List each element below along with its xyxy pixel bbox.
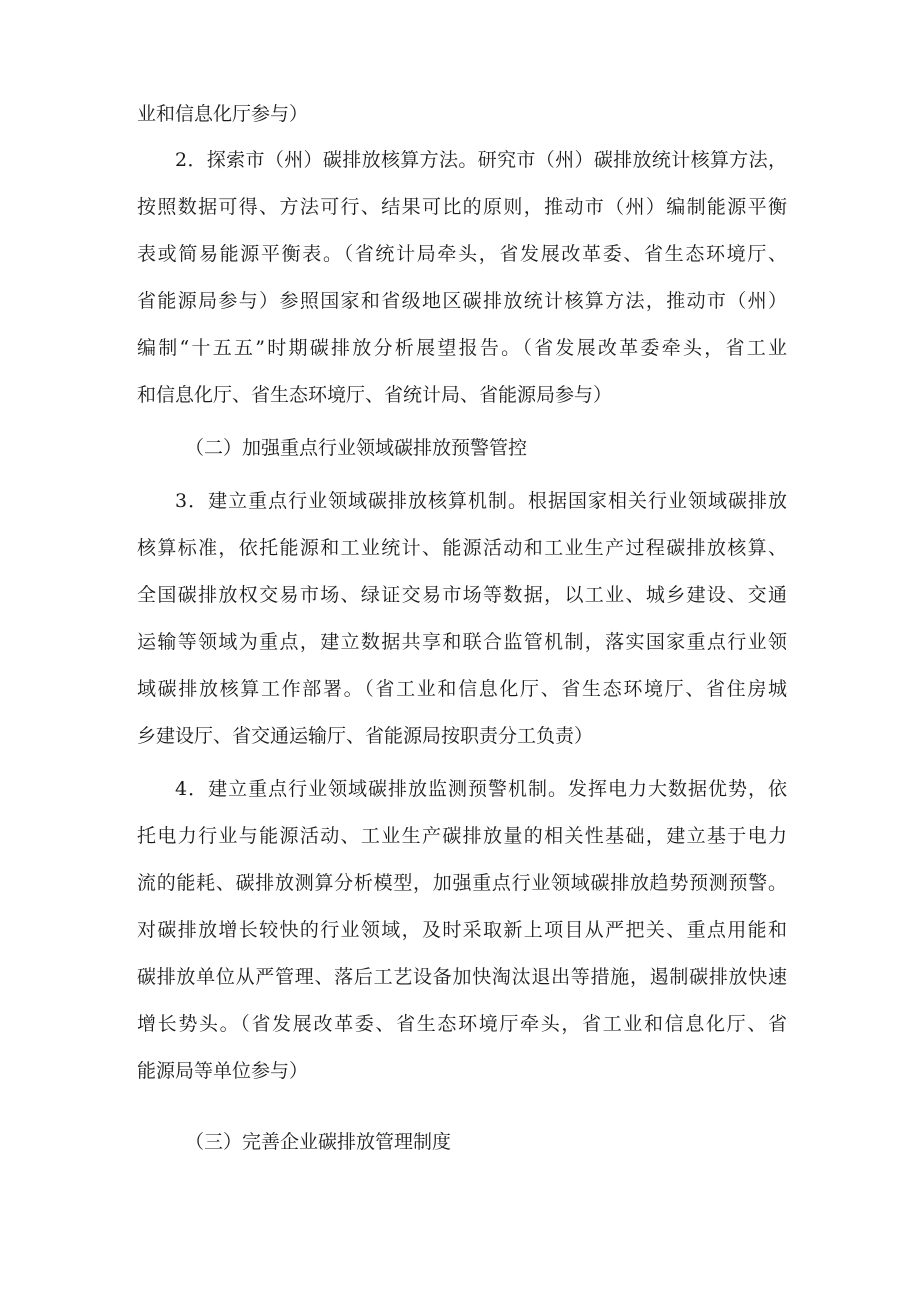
text-line: 全国碳排放权交易市场、绿证交易市场等数据，以工业、城乡建设、交通 [137,584,787,606]
text-line: 碳排放单位从严管理、落后工艺设备加快淘汰退出等措施，遏制碳排放快速 [137,966,787,988]
text-line: 编制“十五五”时期碳排放分析展望报告。（省发展改革委牵头，省工业 [137,337,787,359]
text-line: 乡建设厅、省交通运输厅、省能源局按职责分工负责） [137,725,594,747]
text-line: 托电力行业与能源活动、工业生产碳排放量的相关性基础，建立基于电力 [137,825,787,847]
section-heading: （二）加强重点行业领域碳排放预警管控 [185,437,528,459]
text-line: 表或简易能源平衡表。（省统计局牵头，省发展改革委、省生态环境厅、 [137,243,787,265]
text-line: 对碳排放增长较快的行业领域，及时采取新上项目从严把关、重点用能和 [137,919,787,941]
text-line: 省能源局参与）参照国家和省级地区碳排放统计核算方法，推动市（州） [137,290,787,312]
text-line: 2．探索市（州）碳排放核算方法。研究市（州）碳排放统计核算方法， [175,149,787,171]
text-line: 业和信息化厅参与） [137,103,309,125]
text-line: 3．建立重点行业领域碳排放核算机制。根据国家相关行业领域碳排放 [175,490,787,512]
text-line: 流的能耗、碳排放测算分析模型，加强重点行业领域碳排放趋势预测预警。 [137,872,787,894]
section-heading: （三）完善企业碳排放管理制度 [185,1131,452,1153]
text-line: 按照数据可得、方法可行、结果可比的原则，推动市（州）编制能源平衡 [137,196,787,218]
text-line: 运输等领域为重点，建立数据共享和联合监管机制，落实国家重点行业领 [137,631,787,653]
text-line: 核算标准，依托能源和工业统计、能源活动和工业生产过程碳排放核算、 [137,537,787,559]
text-line: 域碳排放核算工作部署。（省工业和信息化厅、省生态环境厅、省住房城 [137,678,787,700]
text-line: 和信息化厅、省生态环境厅、省统计局、省能源局参与） [137,384,613,406]
text-line: 增长势头。（省发展改革委、省生态环境厅牵头，省工业和信息化厅、省 [137,1013,787,1035]
text-line: 能源局等单位参与） [137,1060,309,1082]
text-line: 4．建立重点行业领域碳排放监测预警机制。发挥电力大数据优势，依 [175,778,787,800]
